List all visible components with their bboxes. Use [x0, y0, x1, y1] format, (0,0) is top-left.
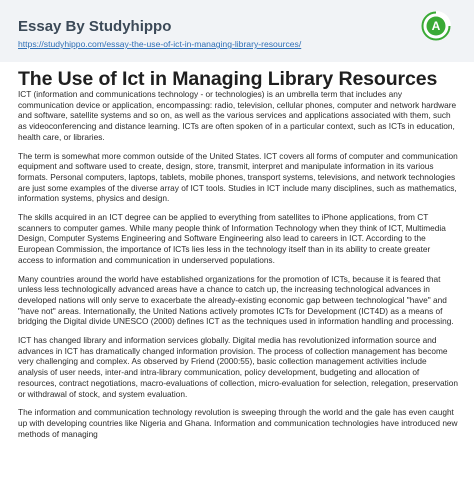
essay-url-link[interactable]: https://studyhippo.com/essay-the-use-of-ict-in-managing-library-resources/: [18, 39, 302, 49]
essay-title: The Use of Ict in Managing Library Resources: [18, 68, 438, 90]
studyhippo-logo-icon[interactable]: [421, 11, 451, 41]
essay-paragraph: ICT (information and communications technology - or technologies) is an umbrella term that includes any communication device or application, encompassing: radio, television, cellular phones, computer and network hardware and software, satellite systems and so on, as well as the various services and applications associated with them, such as videoconferencing and distance learning. ICTs are often spoken of in a particular context, such as ICTs in education, health care, or libraries.: [18, 89, 457, 142]
essay-paragraph: Many countries around the world have established organizations for the promotion of ICTs, because it is feared that unless less technologically advanced areas have a chance to catch up, the increasing technological advances in developed nations will only serve to exacerbate the already-existing economic gap between technological "have" and "have not" areas. Internationally, the United Nations actively promotes ICTs for Development (ICT4D) as a means of bridging the Digital divide UNESCO (2000) defines ICT as the techniques used in information handling and processing.: [18, 273, 454, 327]
site-header: [0, 0, 474, 62]
essay-paragraph: The information and communication technology revolution is sweeping through the world and the gale has even caught up with developing countries like Nigeria and Ghana. Information and communication technologies have introduced new methods of managing: [18, 407, 458, 439]
logo-letter: A: [431, 19, 441, 34]
essay-body: [18, 89, 458, 447]
essay-paragraph: ICT has changed library and information services globally. Digital media has revolutionized information source and advances in ICT has dramatically changed information provision. The process of collection management has become very challenging and complex. As observed by Friend (2000:55), basic collection management activities include analysis of user needs, inter-and intra-library communication, policy development, budgeting and allocation of resources, contract negotiations, macro-evaluations of collection, micro-evaluation for selection, relegation, preservation or withdrawal of stock, and system evaluation.: [18, 335, 458, 399]
essay-paragraph: The term is somewhat more common outside of the United States. ICT covers all forms of computer and communication equipment and software used to create, design, store, transmit, interpret and manipulate information in its various formats. Personal computers, laptops, tablets, mobile phones, transport systems, televisions, and network technologies are just some examples of the diverse array of ICT tools. Studies in ICT include many disciplines, such as mathematics, information systems, physics and design.: [18, 150, 458, 204]
site-brand[interactable]: Essay By Studyhippo: [18, 18, 172, 35]
essay-paragraph: The skills acquired in an ICT degree can be applied to everything from satellites to iPhone applications, from CT scanners to computer games. While many people think of Information Technology when they think of ICT, Multimedia Design, Computer Systems Engineering and Software Engineering also lead to careers in ICT. According to the European Commission, the importance of ICTs lies less in the technology itself than in its ability to create greater access to information and communication in underserved populations.: [18, 212, 446, 265]
